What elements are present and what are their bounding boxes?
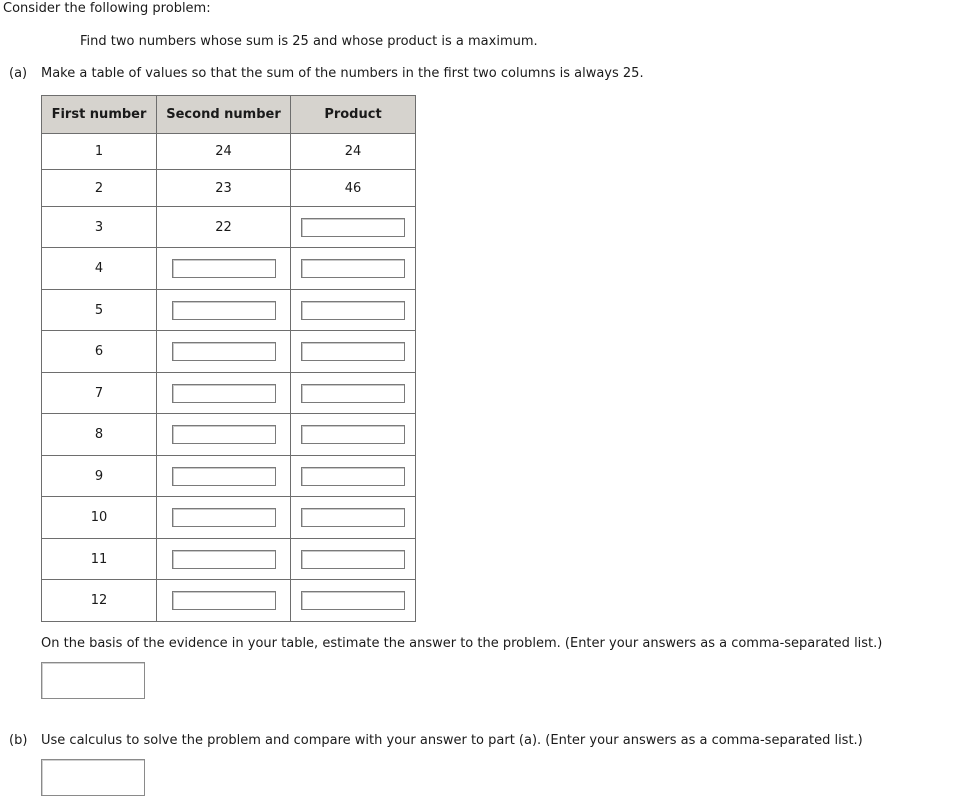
second-number-input[interactable] [172,508,276,527]
intro-text: Consider the following problem: [3,1,211,16]
product-input[interactable] [301,508,405,527]
part-a-label: (a) [9,66,28,81]
table-row [42,134,416,170]
product-input[interactable] [301,342,405,361]
second-number-cell [157,497,291,539]
table-row [42,207,416,248]
second-number-cell [157,580,291,622]
part-b-label: (b) [9,733,28,748]
second-number-input[interactable] [172,301,276,320]
first-number-cell: 9 [42,456,157,497]
header-product: Product [291,96,416,134]
second-number-cell [157,414,291,456]
table-row [42,290,416,331]
product-cell [291,497,416,539]
second-number-input[interactable] [172,591,276,610]
product-input[interactable] [301,218,405,237]
product-cell: 24 [291,134,416,170]
product-cell [291,290,416,331]
first-number-cell: 3 [42,207,157,248]
table-row [42,331,416,373]
first-number-cell: 10 [42,497,157,539]
product-input[interactable] [301,425,405,444]
product-input[interactable] [301,550,405,569]
header-second-number: Second number [157,96,291,134]
second-number-cell: 22 [157,207,291,248]
first-number-cell: 4 [42,248,157,290]
product-cell [291,580,416,622]
table-row [42,170,416,207]
table-header-row [42,96,416,134]
estimate-prompt: On the basis of the evidence in your table, estimate the answer to the problem. (Enter your answers as a comma-separated list.) [41,636,883,651]
second-number-input[interactable] [172,425,276,444]
second-number-cell [157,456,291,497]
product-input[interactable] [301,467,405,486]
table-row [42,497,416,539]
second-number-cell [157,248,291,290]
product-cell [291,373,416,414]
table-row [42,580,416,622]
second-number-input[interactable] [172,467,276,486]
second-number-input[interactable] [172,384,276,403]
second-number-input[interactable] [172,259,276,278]
second-number-cell [157,331,291,373]
product-cell [291,456,416,497]
product-cell [291,248,416,290]
table-row [42,456,416,497]
values-table [41,95,416,622]
part-a-instruction: Make a table of values so that the sum of the numbers in the first two columns is always 25. [41,66,644,81]
table-row [42,414,416,456]
second-number-input[interactable] [172,342,276,361]
product-cell [291,207,416,248]
calculus-answer-input[interactable] [41,759,145,796]
second-number-cell [157,373,291,414]
product-input[interactable] [301,301,405,320]
first-number-cell: 7 [42,373,157,414]
first-number-cell: 8 [42,414,157,456]
first-number-cell: 1 [42,134,157,170]
header-first-number: First number [42,96,157,134]
table-row [42,373,416,414]
part-b-instruction: Use calculus to solve the problem and compare with your answer to part (a). (Enter your answers as a comma-separated list.) [41,733,863,748]
product-input[interactable] [301,591,405,610]
first-number-cell: 11 [42,539,157,580]
table-row [42,539,416,580]
product-input[interactable] [301,384,405,403]
first-number-cell: 12 [42,580,157,622]
second-number-cell [157,290,291,331]
product-cell [291,414,416,456]
product-input[interactable] [301,259,405,278]
second-number-cell: 24 [157,134,291,170]
product-cell: 46 [291,170,416,207]
estimate-answer-input[interactable] [41,662,145,699]
first-number-cell: 2 [42,170,157,207]
first-number-cell: 6 [42,331,157,373]
product-cell [291,539,416,580]
second-number-cell: 23 [157,170,291,207]
second-number-cell [157,539,291,580]
product-cell [291,331,416,373]
second-number-input[interactable] [172,550,276,569]
problem-statement: Find two numbers whose sum is 25 and whose product is a maximum. [80,34,538,49]
first-number-cell: 5 [42,290,157,331]
table-row [42,248,416,290]
